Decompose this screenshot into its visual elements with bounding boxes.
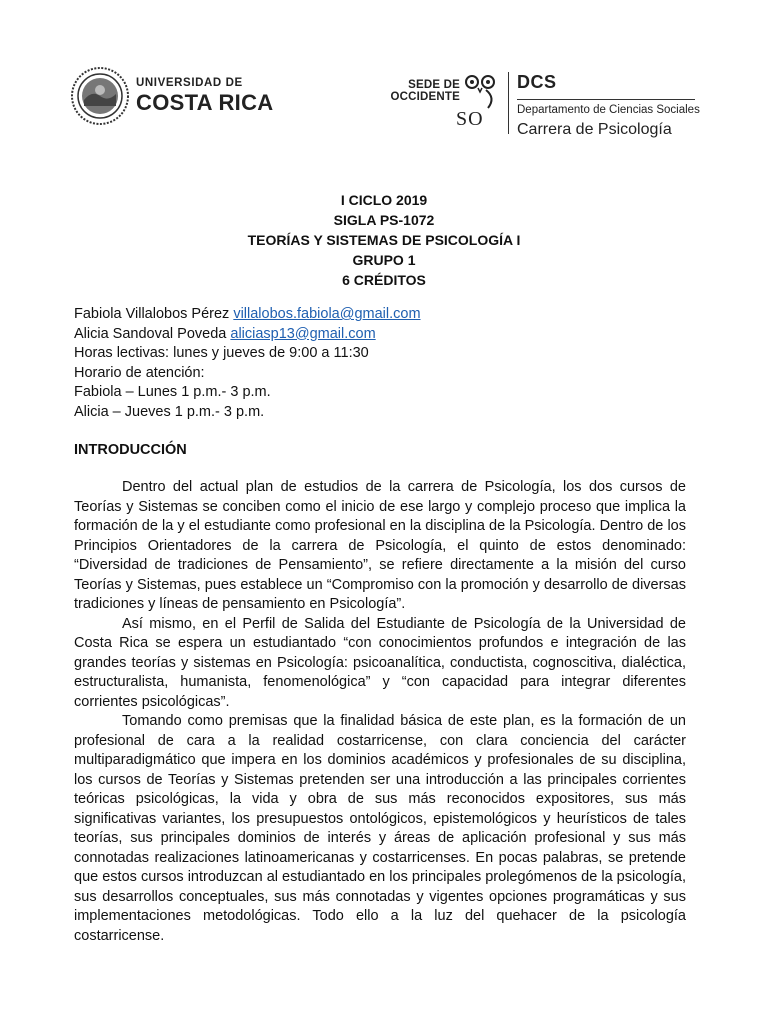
office-hours-alicia: Alicia – Jueves 1 p.m.- 3 p.m. (74, 403, 265, 420)
credits: 6 CRÉDITOS (342, 272, 426, 288)
course-title-block (0, 190, 768, 290)
class-hours: Horas lectivas: lunes y jueves de 9:00 a 11:30 (74, 345, 369, 362)
ucr-seal-icon (70, 66, 130, 126)
dcs-rule (517, 99, 695, 100)
group: GRUPO 1 (352, 252, 416, 268)
page-header (0, 0, 768, 150)
header-divider (508, 72, 509, 134)
introduction-body (74, 478, 686, 946)
paragraph-3: Tomando como premisas que la finalidad básica de este plan, es la formación de un profesional de cara a la realidad costarricense, con clara conciencia del carácter multiparadigmático que impera en los dominios académicos y profesionales de su disciplina, los cursos de Teorías y Sistemas pretenden ser una introducción a las principales corrientes teóricas psicológicas, la vida y obra de sus más reconocidos expositores, sus más significativas variantes, los presupuestos ontológicos, epistemológicos y heurísticos de tales teorías, sus principales dominios de interés y áreas de aplicación profesional y sus más connotadas realizaciones latinoamericanas y costarricenses. En pocas palabras, se pretende que estos cursos introduzcan al estudiantado en los principales prolegómenos de la psicología, sus desarrollos conceptuales, sus más connotadas y vigentes opciones programáticas y sus implementaciones metodológicas. Todo ello a la luz del quehacer de la psicología costarricense. (74, 713, 686, 944)
course-code: SIGLA PS-1072 (333, 212, 435, 228)
cycle: I CICLO 2019 (340, 192, 428, 208)
professor-1 (74, 305, 694, 325)
professor-1-email-link[interactable]: villalobos.fabiola@gmail.com (233, 306, 421, 322)
dcs-logo (517, 72, 700, 139)
paragraph-1: Dentro del actual plan de estudios de la carrera de Psicología, los dos cursos de Teorías y Sistemas se conciben como el inicio de ese largo y complejo proceso que implica la formación de la y el estudiante como profesional en la disciplina de la Psicología. Dentro de los Principios Orientadores de la carrera de Psicología, el quinto de estos denominado: “Diversidad de tradiciones de Pensamiento”, se refiere directamente a la misión del curso Teorías y Sistemas, pues establece un “Compromiso con la promoción y desarrollo de diversas tradiciones y líneas de pensamiento en Psicología”. (74, 479, 686, 612)
professor-2-email-link[interactable]: aliciasp13@gmail.com (230, 325, 376, 342)
ucr-logo (70, 66, 273, 126)
dcs-career: Carrera de Psicología (517, 121, 672, 138)
paragraph-2: Así mismo, en el Perfil de Salida del Estudiante de Psicología de la Universidad de Costa Rica se espera un estudiantado “con conocimientos profundos e integración de las grandes teorías y sistemas en Psicología: psicoanalítica, conductista, cognoscitiva, dialéctica, estructuralista, humanista, fenomenológica” y “con capacidad para integrar diferentes corrientes psicológicas”. (74, 615, 686, 710)
office-hours-label: Horario de atención: (74, 364, 205, 381)
ucr-name-line2: COSTA RICA (136, 89, 274, 115)
course-info (74, 305, 694, 423)
introduction-heading: INTRODUCCIÓN (74, 442, 187, 458)
so-mark: SO (456, 108, 484, 130)
owl-icon (460, 70, 500, 110)
sede-line1: SEDE DE (408, 79, 460, 91)
sede-line2: OCCIDENTE (390, 90, 460, 103)
dcs-department: Departamento de Ciencias Sociales (517, 104, 700, 116)
ucr-name-line1: UNIVERSIDAD DE (136, 77, 243, 90)
professor-2-name: Alicia Sandoval Poveda (74, 325, 227, 342)
dcs-title: DCS (517, 72, 557, 92)
sede-occidente-label (388, 80, 460, 103)
office-hours-fabiola: Fabiola – Lunes 1 p.m.- 3 p.m. (74, 384, 271, 401)
professor-1-name: Fabiola Villalobos Pérez (74, 306, 230, 322)
professor-2 (74, 325, 694, 345)
course-name: TEORÍAS Y SISTEMAS DE PSICOLOGÍA I (247, 232, 521, 248)
